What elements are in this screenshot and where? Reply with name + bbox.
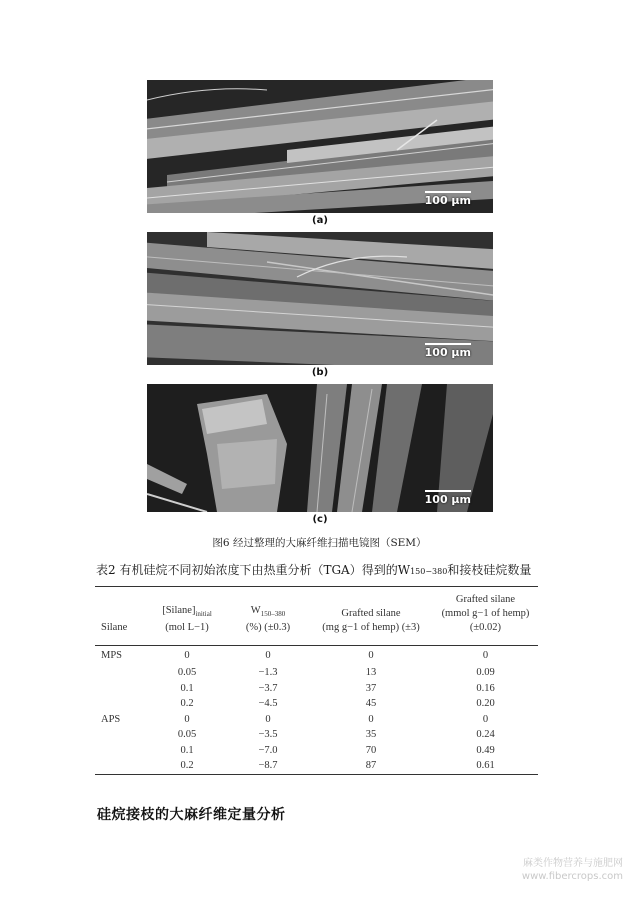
cell-grafted-mmol: 0 [482,649,489,661]
sem-label-a: (a) [312,215,328,226]
cell-w150-380: −4.5 [258,698,278,709]
table-title-w-subscript: 150−380 [410,567,448,576]
cell-silane [95,681,147,697]
cell-grafted-mg: 35 [365,729,377,740]
cell-silane: MPS [101,649,123,661]
cell-grafted-mg: 0 [368,713,374,725]
watermark-line-1: 麻类作物营养与施肥网 [523,858,623,869]
figure-caption: 图6 经过整理的大麻纤维扫描电镜图（SEM） [212,537,427,549]
cell-concentration: 0 [184,649,190,661]
cell-grafted-mmol: 0.20 [476,698,495,709]
cell-grafted-mmol: 0.09 [476,667,495,678]
table-title-prefix: 表2 有机硅烷不同初始浓度下由热重分析（TGA）得到的 [96,563,398,577]
table-row [95,646,538,666]
cell-silane: APS [101,713,121,725]
table-header-row [95,587,538,646]
scale-bar-c: 100 μm [424,493,471,506]
header-silane-initial: $[Silane]_{initial}$ (mol L−1) [162,604,212,633]
scale-bar-b: 100 μm [424,346,471,359]
table-title [96,561,531,578]
sem-image-a [147,80,493,213]
section-heading: 硅烷接枝的大麻纤维定量分析 [97,807,286,823]
table-title-suffix: 和接枝硅烷数量 [447,563,532,577]
cell-w150-380: −3.5 [258,729,278,740]
table-row [95,681,538,697]
cell-concentration: 0.05 [177,667,197,678]
cell-silane [95,665,147,681]
header-silane: Silane [101,622,128,633]
cell-concentration: 0 [184,713,190,725]
grafted-silane-table [95,586,538,775]
cell-w150-380: −8.7 [258,760,278,771]
cell-grafted-mg: 13 [365,667,377,678]
sem-image-b [147,232,493,365]
cell-silane [95,696,147,712]
watermark-line-2: www.fibercrops.com [521,871,623,882]
cell-grafted-mg: 37 [365,682,377,694]
cell-concentration: 0.1 [180,744,194,756]
header-grafted-mmol: Grafted silane (mmol g−1 of hemp) (±0.02) [441,594,530,633]
cell-grafted-mmol: 0.24 [476,729,495,740]
cell-grafted-mmol: 0.49 [476,744,495,756]
header-w150-380: $W_{150-380}$ (%) (±0.3) [245,604,291,633]
table-row [95,665,538,681]
cell-w150-380: −7.0 [258,744,278,756]
table-row [95,758,538,774]
cell-grafted-mmol: 0.16 [476,682,495,694]
cell-grafted-mmol: 0.61 [476,760,495,771]
cell-grafted-mg: 70 [365,744,377,756]
cell-grafted-mg: 87 [365,760,377,771]
table-row [95,743,538,759]
cell-silane [95,743,147,759]
scale-bar-a: 100 μm [424,194,471,207]
table-row [95,712,538,728]
cell-concentration: 0.1 [180,682,194,694]
cell-grafted-mmol: 0 [482,713,489,725]
cell-w150-380: 0 [265,713,271,725]
sem-label-c: (c) [312,514,328,525]
cell-grafted-mg: 45 [365,698,377,709]
cell-silane [95,758,147,774]
cell-silane [95,727,147,743]
cell-w150-380: 0 [265,649,271,661]
cell-concentration: 0.2 [180,760,194,771]
table-row [95,696,538,712]
cell-concentration: 0.2 [180,698,194,709]
cell-w150-380: −1.3 [258,667,278,678]
cell-concentration: 0.05 [177,729,197,740]
sem-image-c [147,384,493,512]
cell-w150-380: −3.7 [258,682,278,694]
table-title-w: W [397,563,411,577]
sem-label-b: (b) [311,367,329,378]
header-grafted-mg: Grafted silane (mg g−1 of hemp) (±3) [322,608,420,633]
site-watermark [522,857,623,883]
cell-grafted-mg: 0 [368,649,374,661]
table-row [95,727,538,743]
